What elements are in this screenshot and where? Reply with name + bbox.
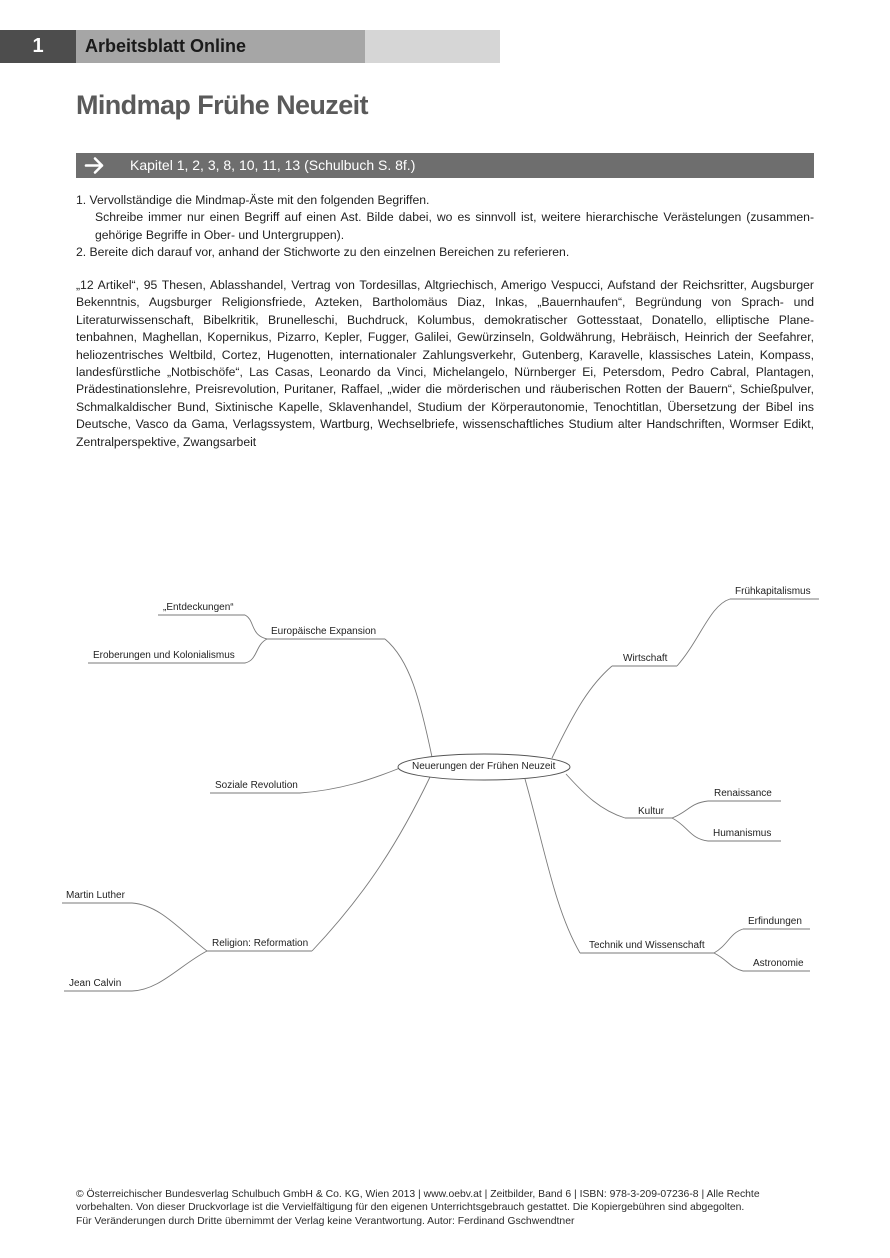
node-renaissance: Renaissance (714, 788, 772, 799)
node-eroberungen: Eroberungen und Kolonialismus (93, 650, 235, 661)
node-calvin: Jean Calvin (69, 978, 122, 989)
connector-luther (132, 903, 207, 951)
connector-renaissance (672, 801, 708, 818)
connector-entdeckungen (245, 615, 267, 639)
node-religion: Religion: Reformation (212, 938, 309, 949)
footer-line-3: Für Veränderungen durch Dritte übernimmt der Verlag keine Verantwortung. Autor: Ferdinand Gschwendtner (76, 1215, 575, 1227)
worksheet-number: 1 (0, 30, 76, 63)
node-wirtschaft: Wirtschaft (623, 653, 668, 664)
footer-line-1: © Österreichischer Bundesverlag Schulbuch GmbH & Co. KG, Wien 2013 | www.oebv.at | Zeitbilder, Band 6 | ISBN: 978-3-209-07236-8 | Alle Rechte (76, 1189, 760, 1200)
node-kultur: Kultur (638, 806, 665, 817)
task-2: 2. Bereite dich darauf vor, anhand der Stichworte zu den einzelnen Bereichen zu referieren. (76, 245, 570, 260)
task-1-detail: Schreibe immer nur einen Begriff auf einen Ast. Bilde dabei, wo es sinnvoll ist, weitere hierarchische Verästelungen (zusammengehörige Begriffe in Ober- und Untergruppen). (95, 210, 814, 242)
node-fruehkap: Frühkapitalismus (735, 586, 811, 597)
connector-humanismus (672, 818, 708, 841)
branch-kultur (566, 774, 625, 818)
node-luther: Martin Luther (66, 890, 125, 901)
branch-expansion (385, 639, 432, 757)
term-list: „12 Artikel“, 95 Thesen, Ablasshandel, Vertrag von Tordesillas, Altgriechisch, Amerigo Vespucci, Aufstand der Reichsritter, Augsburger Bekenntnis, Augsburger Religionsfriede, Azteken, Bartholomäus Diaz, Inkas, „Bauernhaufen“, Begründung von Sprach- und Literaturwissenschaft, Bibelkritik, Brunelleschi, Buchdruck, Kolumbus, demokratischer Gottesstaat, Donatello, elliptische Planetenbahnen, Maghellan, Kopernikus, Pizarro, Kepler, Fugger, Galilei, Gewürzinseln, Goldwährung, Hebräisch, Heinrich der Seefahrer, heliozentrisches Weltbild, Cortez, Hugenotten, internationaler Zahlungsverkehr, Gutenberg, Karavelle, klassisches Latein, Kompass, landesfürstliche „Notbischöfe“, Las Casas, Leonardo da Vinci, Michelangelo, Nürnberger Ei, Petersdom, Pedro Cabral, Plantagen, Prädestinationslehre, Preisrevolution, Puritaner, Raffael, „wider die mörderischen und räuberischen Rotten der Bauern“, Schießpulver, Schmalkaldischer Bund, Sixtinische Kapelle, Sklavenhandel, Studium der Körperautonomie, Tenochtitlan, Übersetzung der Bibel ins Deutsche, Vasco da Gama, Verlagssystem, Wartburg, Wechselbriefe, wissenschaftliches Studium alter Handschriften, Wormser Edikt, Zentralperspektive, Zwangsarbeit (76, 278, 814, 449)
footer-line-2: vorbehalten. Von dieser Druckvorlage ist die Vervielfältigung für den eigenen Unterrichtsgebrauch gestattet. Die Kopiergebühren sind abgegolten. (76, 1202, 745, 1214)
center-node-label: Neuerungen der Frühen Neuzeit (412, 761, 556, 772)
node-entdeckungen: „Entdeckungen“ (163, 602, 234, 613)
connector-fruehkap (677, 599, 730, 666)
node-erfindungen: Erfindungen (748, 916, 802, 927)
branch-religion (312, 777, 430, 951)
chapter-label: Kapitel 1, 2, 3, 8, 10, 11, 13 (Schulbuch S. 8f.) (130, 157, 416, 173)
node-expansion: Europäische Expansion (271, 626, 377, 637)
task-1: 1. Vervollständige die Mindmap-Äste mit den folgenden Begriffen. (76, 193, 430, 207)
worksheet-label: Arbeitsblatt Online (76, 30, 365, 63)
connector-calvin (132, 951, 207, 991)
node-technik: Technik und Wissenschaft (589, 940, 705, 951)
branch-wirtschaft (552, 666, 612, 758)
footer (76, 1188, 816, 1228)
page-title: Mindmap Frühe Neuzeit (76, 90, 368, 120)
node-astronomie: Astronomie (753, 958, 804, 969)
connector-eroberungen (245, 639, 267, 663)
branch-technik (525, 779, 580, 953)
connector-astronomie (714, 953, 743, 971)
node-soziale: Soziale Revolution (215, 780, 298, 791)
connector-erfindungen (714, 929, 743, 953)
node-humanismus: Humanismus (713, 828, 772, 839)
branch-soziale (300, 768, 400, 793)
